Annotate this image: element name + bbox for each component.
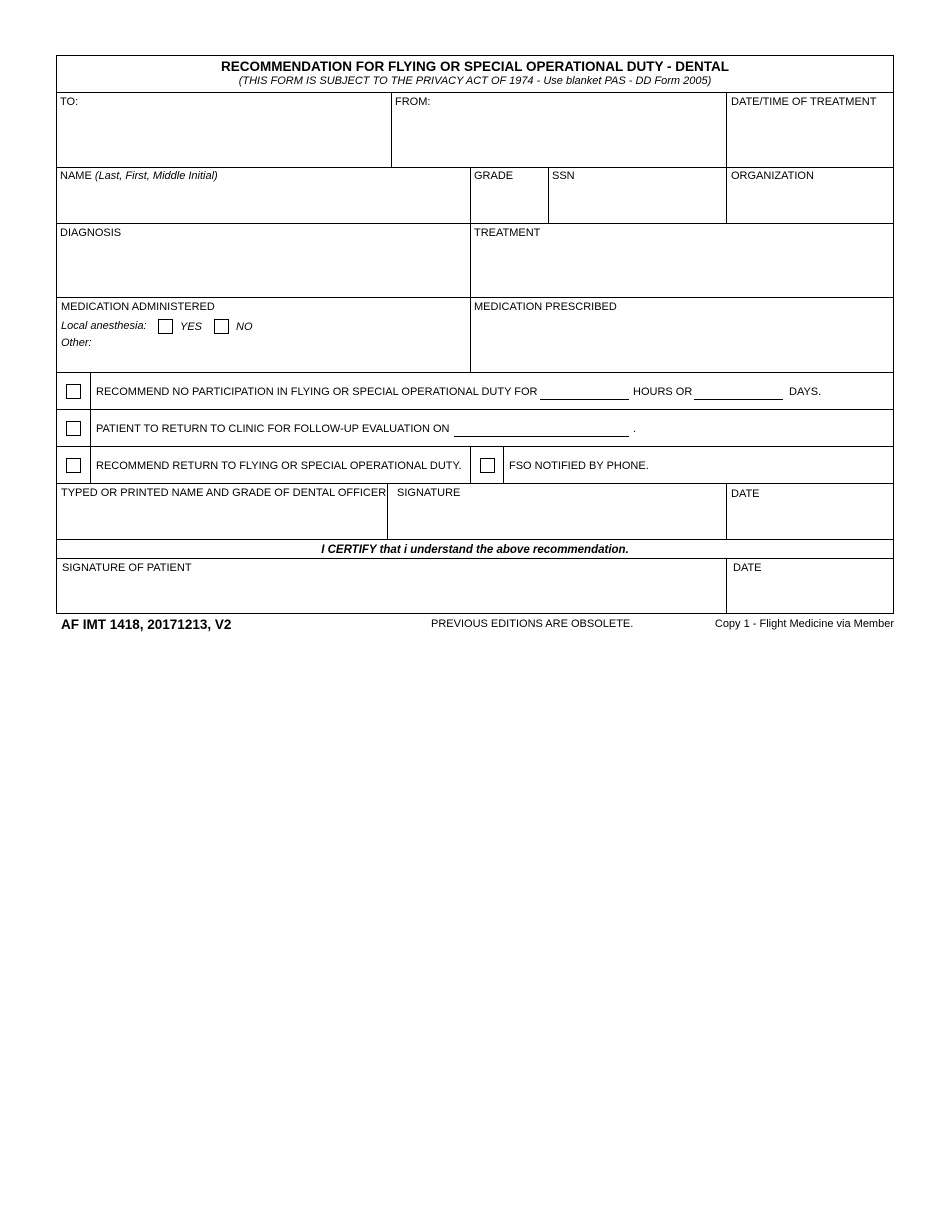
divider [726, 558, 727, 614]
no-participation-text: RECOMMEND NO PARTICIPATION IN FLYING OR SPECIAL OPERATIONAL DUTY FOR [96, 386, 538, 398]
local-anesthesia-label: Local anesthesia: [61, 320, 147, 332]
copy-distribution-note: Copy 1 - Flight Medicine via Member [714, 618, 894, 630]
previous-editions-note: PREVIOUS EDITIONS ARE OBSOLETE. [431, 618, 634, 630]
form-title: RECOMMENDATION FOR FLYING OR SPECIAL OPERATIONAL DUTY - DENTAL [220, 59, 730, 74]
fso-notified-text: FSO NOTIFIED BY PHONE. [509, 460, 649, 472]
ssn-label: SSN [552, 170, 575, 182]
hours-field[interactable] [540, 399, 629, 400]
officer-date-label: DATE [731, 488, 760, 500]
no-label: NO [236, 321, 253, 333]
divider [57, 446, 893, 447]
dental-officer-name-label: TYPED OR PRINTED NAME AND GRADE OF DENTAL OFFICER [61, 487, 387, 499]
date-time-treatment-label: DATE/TIME OF TREATMENT [731, 96, 877, 108]
treatment-label: TREATMENT [474, 227, 541, 239]
divider [548, 167, 549, 223]
divider [470, 167, 471, 372]
anesthesia-no-checkbox[interactable] [214, 319, 229, 334]
return-to-duty-text: RECOMMEND RETURN TO FLYING OR SPECIAL OPERATIONAL DUTY. [96, 460, 462, 472]
organization-label: ORGANIZATION [731, 170, 814, 182]
divider [391, 92, 392, 167]
hours-or-label: HOURS OR [633, 386, 693, 398]
divider [470, 446, 471, 483]
follow-up-period: . [633, 423, 637, 435]
divider [503, 446, 504, 483]
yes-label: YES [180, 321, 203, 333]
days-label: DAYS. [789, 386, 822, 398]
medication-administered-label: MEDICATION ADMINISTERED [61, 301, 215, 313]
medication-prescribed-label: MEDICATION PRESCRIBED [474, 301, 617, 313]
divider [90, 372, 91, 483]
follow-up-text: PATIENT TO RETURN TO CLINIC FOR FOLLOW-UP EVALUATION ON [96, 423, 450, 435]
grade-label: GRADE [474, 170, 514, 182]
no-participation-checkbox[interactable] [66, 384, 81, 399]
return-to-duty-checkbox[interactable] [66, 458, 81, 473]
dental-duty-form [56, 55, 894, 614]
other-label: Other: [61, 337, 92, 349]
anesthesia-yes-checkbox[interactable] [158, 319, 173, 334]
name-label [60, 170, 218, 183]
to-label: TO: [60, 96, 79, 108]
divider [726, 483, 727, 539]
diagnosis-label: DIAGNOSIS [60, 227, 122, 239]
divider [57, 483, 893, 484]
divider [57, 539, 893, 540]
divider [57, 558, 893, 559]
patient-signature-label: SIGNATURE OF PATIENT [62, 562, 192, 574]
days-field[interactable] [694, 399, 783, 400]
follow-up-date-field[interactable] [454, 436, 629, 437]
divider [57, 372, 893, 373]
fso-notified-checkbox[interactable] [480, 458, 495, 473]
divider [726, 92, 727, 223]
divider [57, 167, 893, 168]
divider [57, 92, 893, 93]
patient-date-label: DATE [733, 562, 762, 574]
divider [57, 297, 893, 298]
form-subtitle: (THIS FORM IS SUBJECT TO THE PRIVACY ACT OF 1974 - Use blanket PAS - DD Form 2005) [238, 75, 712, 87]
follow-up-checkbox[interactable] [66, 421, 81, 436]
divider [57, 223, 893, 224]
name-label-text: NAME [60, 170, 92, 182]
certify-statement: I CERTIFY that i understand the above recommendation. [321, 544, 629, 556]
from-label: FROM: [395, 96, 431, 108]
form-id: AF IMT 1418, 20171213, V2 [61, 617, 232, 632]
divider [387, 483, 388, 539]
name-hint: (Last, First, Middle Initial) [94, 170, 218, 182]
divider [57, 409, 893, 410]
officer-signature-label: SIGNATURE [397, 487, 461, 499]
